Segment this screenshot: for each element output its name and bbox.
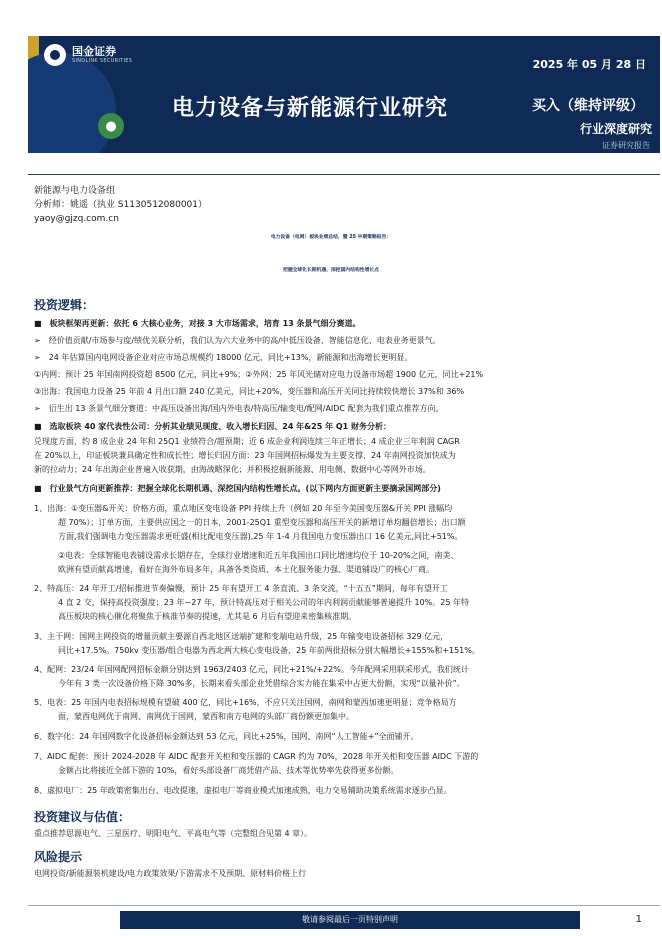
text-line: ①内网：预计 25 年国南网投资超 8500 亿元，同比+9%；②外网：25 年风光储对应电力设备市场超 1900 亿元，同比+21% xyxy=(34,370,484,379)
logo-name-cn: 国金证券 xyxy=(72,44,116,58)
banner-decoration xyxy=(28,52,116,153)
text-line: 7、AIDC 配套：预计 2024-2028 年 AIDC 配套开关柜和变压器的 CAGR 约为 70%，2028 年开关柜和变压器 AIDC 下游的 xyxy=(34,752,479,761)
text-line: 高压板块的核心催化将聚焦于核准节奏的提速，尤其是 6 月后有望迎来密集核准期。 xyxy=(58,612,357,621)
text-line: 2、特高压：24 年开工/招标推进节奏偏慢，预计 25 年有望开工 4 条直流、3 条交流，“十五五”期间，每年有望开工 xyxy=(34,584,448,593)
text-line: ③出海：我国电力设备 25 年前 4 月出口额 240 亿美元，同比+20%，变压器和高压开关同比持续较快增长 37%和 36% xyxy=(34,387,465,396)
footer-disclaimer: 敬请参阅最后一页特别声明 xyxy=(120,911,580,929)
text-line: 4 直 2 交，保持高投资强度；23 年~27 年，预计特高压对于相关公司的年内利润贡献能够普遍提升 10%。25 年特 xyxy=(58,598,469,607)
text-line: 5、电表：25 年国内电表招标规模有望破 400 亿，同比+16%，不应只关注国网，南网和蒙西加速更明显；竞争格局方 xyxy=(34,698,457,707)
text-line: 3、主干网：国网主网投资的增量贡献主要源自西北地区送端扩建和变端电站升级，25 年输变电设备招标 329 亿元， xyxy=(34,632,449,641)
company-logo xyxy=(44,44,132,66)
text-line: 8、虚拟电厂：25 年政策密集出台、电改提速，虚拟电厂等商业模式加速成熟，电力交易辅助决策系统需求逐步凸显。 xyxy=(34,786,452,795)
report-type: 行业深度研究 xyxy=(579,122,652,136)
section-risk: 风险提示 xyxy=(34,850,83,864)
text-line: ②电表：全球智能电表铺设需求长期存在，全球行业增速和近五年我国出口同比增速均位于 10-20%之间，南美、 xyxy=(58,551,459,560)
footer-divider xyxy=(28,905,660,906)
analyst-group: 新能源与电力设备组 xyxy=(34,186,116,196)
text-line: ■ 板块框架再更新：依托 6 大核心业务，对接 3 大市场需求，培育 13 条景气细分赛道。 xyxy=(34,319,361,328)
logo-icon xyxy=(44,44,66,66)
headline-line-1: 电力设备（电网）板块业绩总结，暨 25 中期策略报告： xyxy=(270,235,392,240)
text-line: 欧洲有望贡献高增速，看好在海外布局多年，具备各类资质、本土化服务能力强、渠道铺设广的核心厂商。 xyxy=(58,565,434,574)
text-line: 电网投资/新能源装机建设/电力政策效果/下游需求不及预期、原材料价格上行 xyxy=(34,869,307,878)
text-line: ➢ 衍生出 13 条景气细分赛道：中高压设备出海/国内外电表/特高压/输变电/配网/AIDC 配套为我们重点推荐方向。 xyxy=(34,404,444,413)
analyst-photo-icon: ● xyxy=(98,113,124,139)
text-line: ➢ 经价值贡献/市场参与度/绩优关联分析，我们认为六大业务中的高/中低压设备、智能信息化、电表业务更景气。 xyxy=(34,336,441,345)
text-line: 同比+17.5%。750kv 变压器/组合电器为西北两大核心变电设备，25 年前两批招标分别大幅增长+155%和+151%。 xyxy=(58,646,480,655)
logo-name-en: SINOLINK SECURITIES xyxy=(72,57,133,64)
rating-badge: 买入（维持评级） xyxy=(532,98,644,114)
divider xyxy=(28,174,660,175)
page-number: 1 xyxy=(635,914,642,925)
text-line: 今年有 3 类一次设备价格下降 30%多，长期来看头部企业凭借综合实力能在集采中占更大份额，实现“以量补价”。 xyxy=(58,679,465,688)
text-line: 6、数字化：24 年国网数字化设备招标金额达到 53 亿元，同比+25%，国网、南网“人工智能+”全面铺开。 xyxy=(34,732,419,741)
analyst-name: 分析师：姚遥（执业 S1130512080001） xyxy=(34,200,208,210)
text-line: 金额占比将接近全部下游的 10%，看好头部设备厂商凭借产品、技术等优势率先获得更多份额。 xyxy=(58,766,399,775)
section-investment-advice: 投资建议与估值： xyxy=(34,810,131,824)
text-line: 新的拉动力；24 年出海企业普遍入收获期，由海战略深化；并积极挖掘新能源、用电侧、数据中心等网外市场。 xyxy=(34,465,431,474)
text-line: 在 20%以上，印证板块兼具确定性和成长性；增长归因方面：23 年国网招标爆发为主要支撑，24 年南网投资加快成为 xyxy=(34,451,456,460)
text-line: 超 70%）；订单方面，主要供应国之一的日本，2001-25Q1 重型变压器和高压开关的新增订单均翻倍增长；出口额 xyxy=(58,518,466,527)
section-investment-logic: 投资逻辑： xyxy=(34,298,95,312)
report-date: 2025 年 05 月 28 日 xyxy=(532,58,646,71)
text-line: 4、配网：23/24 年国网配网招标金额分别达到 1963/2403 亿元，同比+21%/+22%。今年配网采用联采形式，我们统计 xyxy=(34,665,469,674)
text-line: 重点推荐思源电气、三星医疗、明阳电气、平高电气等（完整组合见第 4 章）。 xyxy=(34,829,313,838)
text-line: ➢ 24 年估算国内电网设备企业对应市场总规模约 18000 亿元，同比+13%，新能源和出海增长更明显。 xyxy=(34,353,413,362)
report-title: 电力设备与新能源行业研究 xyxy=(172,96,449,121)
text-line: ■ 行业景气方向更新推荐：把握全球化长期机遇、深挖国内结构性增长点。(以下网内方面更新主要摘录国网部分) xyxy=(34,484,441,493)
text-line: ■ 选取板块 40 家代表性公司：分析其业绩见现度、收入增长归因、24 年&25 年 Q1 财务分析： xyxy=(34,422,392,431)
text-line: 1、出海：①变压器&开关：价格方面，重点地区变电设备 PPI 持续上升（例如 20 年至今美国变压器&开关 PPI 涨幅均 xyxy=(34,504,453,513)
report-subtitle: 证券研究报告 xyxy=(602,141,650,150)
headline-line-2: 把握全球化长期机遇、深挖国内结构性增长点 xyxy=(283,268,379,273)
text-line: 兑现度方面，约 8 成企业 24 年和 25Q1 业绩符合/超预期；近 6 成企业利润连续三年正增长；4 成企业三年利润 CAGR xyxy=(34,437,460,446)
text-line: 方面,我们强调电力变压器需求更旺盛(相比配电变压器),25 年 1-4 月我国电力变压器出口 16 亿美元,同比+51%。 xyxy=(58,532,463,541)
analyst-email[interactable]: yaoy@gjzq.com.cn xyxy=(34,214,119,224)
text-line: 面，蒙西电网优于南网、南网优于国网，蒙西和南方电网的头部厂商份额更加集中。 xyxy=(58,712,354,721)
